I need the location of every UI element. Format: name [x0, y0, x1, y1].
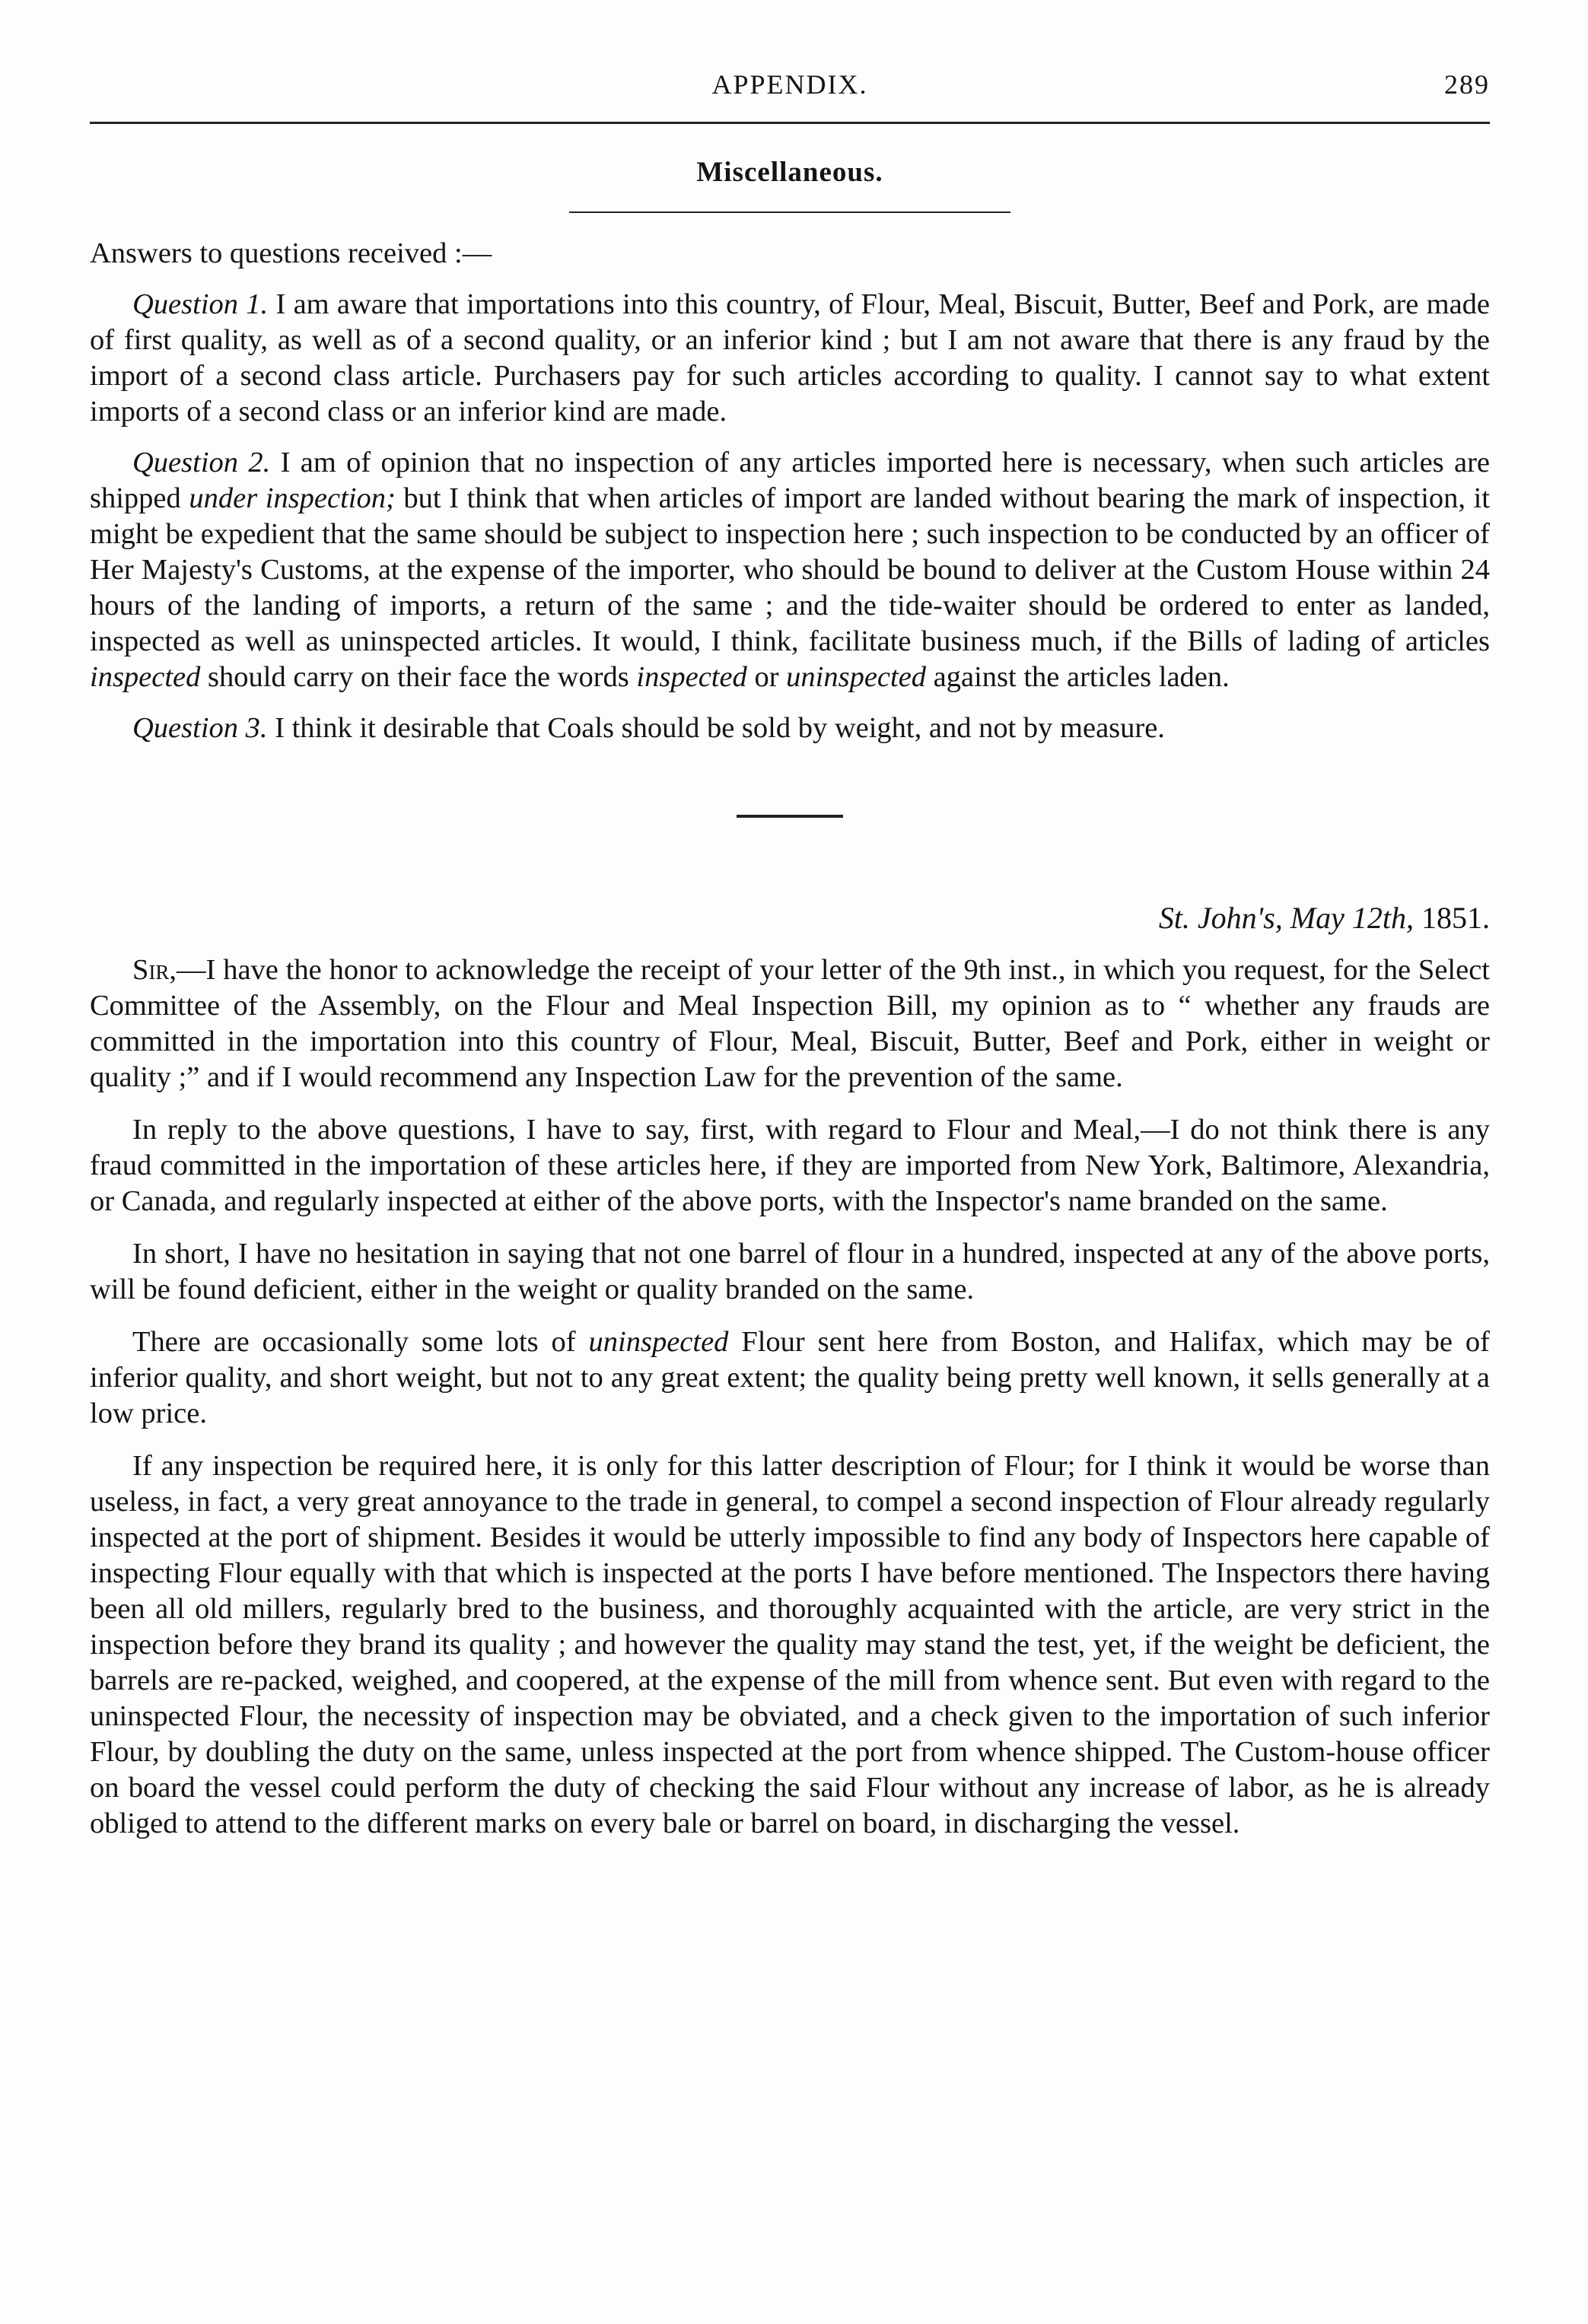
italic-run: uninspected: [588, 1326, 729, 1358]
text-run: but I think that when articles of import are landed without bearing the mark of inspection, it might be expedient that the same should be subject to inspection here ; such inspection to be conducted by an officer of Her Majesty's Customs, at the expense of the importer, who should be bound to deliver at the Custom House within 24 hours of the landing of imports, a return of the same ; and the tide-waiter should be ordered to enter as landed, inspected as well as uninspected articles. It would, I think, facilitate business much, if the Bills of lading of articles: [90, 482, 1490, 657]
question-label: Question 2.: [132, 447, 271, 478]
paragraph-body: [90, 1238, 1490, 1305]
intro-line: Answers to questions received :—: [90, 237, 492, 269]
italic-run: inspected: [90, 661, 201, 693]
date-year: 1851.: [1414, 901, 1490, 935]
dateline: [90, 900, 1490, 936]
letter-paragraph: [90, 952, 1490, 1095]
paragraph-body: [90, 1114, 1490, 1217]
text-run: In reply to the above questions, I have to say, first, with regard to Flour and Meal,—I do not think there is any fraud committed in the importation of these articles here, if they are imported from New York, Baltimore, Alexandria, or Canada, and regularly inspected at either of the above ports, with the Inspector's name branded on the same.: [90, 1114, 1490, 1217]
text-run: I am of opinion that no inspection of any articles imported here is necessary, when such articles are shipped: [90, 447, 1490, 514]
letter-paragraph: [90, 1324, 1490, 1432]
header-rule: [90, 122, 1490, 124]
italic-run: uninspected: [786, 661, 927, 693]
letter-paragraph: [90, 1236, 1490, 1308]
question-label: Question 3.: [132, 712, 268, 744]
running-head: APPENDIX.: [711, 69, 868, 100]
question-label: Question 1.: [132, 288, 269, 320]
title-rule: [569, 211, 1010, 213]
paragraph-body: [90, 954, 1490, 1093]
question-body: [90, 447, 1490, 693]
italic-run: under inspection;: [189, 482, 396, 514]
question-body: [268, 712, 1165, 744]
paragraph-body: [90, 1326, 1490, 1429]
text-run: —I have the honor to acknowledge the receipt of your letter of the 9th inst., in which you request, for the Select Committee of the Assembly, on the Flour and Meal Inspection Bill, my opinion as to “ whether any frauds are committed in the importation into this country of Flour, Meal, Biscuit, Butter, Beef and Pork, either in weight or quality ;” and if I would recommend any Inspection Law for the prevention of the same.: [90, 954, 1490, 1093]
question-paragraph: [90, 287, 1490, 430]
italic-run: inspected: [636, 661, 747, 693]
page: [90, 68, 1490, 1842]
date-place: St. John's, May 12th,: [1158, 901, 1414, 935]
text-run: I am aware that importations into this country, of Flour, Meal, Biscuit, Butter, Beef and Pork, are made of first quality, as well as of a second quality, or an inferior kind ; but I am not aware that there is any fraud by the import of a second class article. Purchasers pay for such articles according to quality. I cannot say to what extent imports of a second class or an inferior kind are made.: [90, 288, 1490, 428]
letter-paragraph: [90, 1448, 1490, 1842]
text-run: should carry on their face the words: [200, 661, 637, 693]
text-run: I think it desirable that Coals should be sold by weight, and not by measure.: [267, 712, 1165, 744]
question-paragraph: [90, 711, 1490, 746]
paragraph-body: [90, 1450, 1490, 1839]
page-header: [90, 68, 1490, 114]
question-paragraph: [90, 445, 1490, 695]
text-run: Flour sent here from Boston, and Halifax, which may be of inferior quality, and short weight, but not to any great extent; the quality being pretty well known, it sells generally at a low price.: [90, 1326, 1490, 1429]
text-run: or: [746, 661, 787, 693]
page-number: 289: [1444, 69, 1490, 100]
text-run: There are occasionally some lots of: [132, 1326, 589, 1358]
letter: [90, 900, 1490, 1842]
text-run: If any inspection be required here, it is only for this latter description of Flour; for I think it would be worse than useless, in fact, a very great annoyance to the trade in general, to compel a second inspection of Flour already regularly inspected at the port of shipment. Besides it would be utterly impossible to find any body of Inspectors here capable of inspecting Flour equally with that which is inspected at the ports I have before mentioned. The Inspectors there having been all old millers, regularly bred to the business, and thoroughly acquainted with the article, are very strict in the inspection before they brand its quality ; and however the quality may stand the test, yet, if the weight be deficient, the barrels are re-packed, weighed, and coopered, at the expense of the mill from whence sent. But even with regard to the uninspected Flour, the necessity of inspection may be obviated, and a check given to the importation of such inferior Flour, by doubling the duty on the same, unless inspected at the port from whence shipped. The Custom-house officer on board the vessel could perform the duty of checking the said Flour without any increase of labor, as he is already obliged to attend to the different marks on every bale or barrel on board, in discharging the vessel.: [90, 1450, 1490, 1839]
question-body: [90, 288, 1490, 428]
text-run: against the articles laden.: [926, 661, 1230, 693]
text-run: In short, I have no hesitation in saying that not one barrel of flour in a hundred, inspected at any of the above ports, will be found deficient, either in the weight or quality branded on the same.: [90, 1238, 1490, 1305]
salutation: Sir,: [132, 954, 177, 986]
questions: [90, 287, 1490, 746]
section-title: Miscellaneous.: [696, 157, 883, 188]
section-divider: [737, 815, 843, 818]
letter-paragraph: [90, 1112, 1490, 1219]
